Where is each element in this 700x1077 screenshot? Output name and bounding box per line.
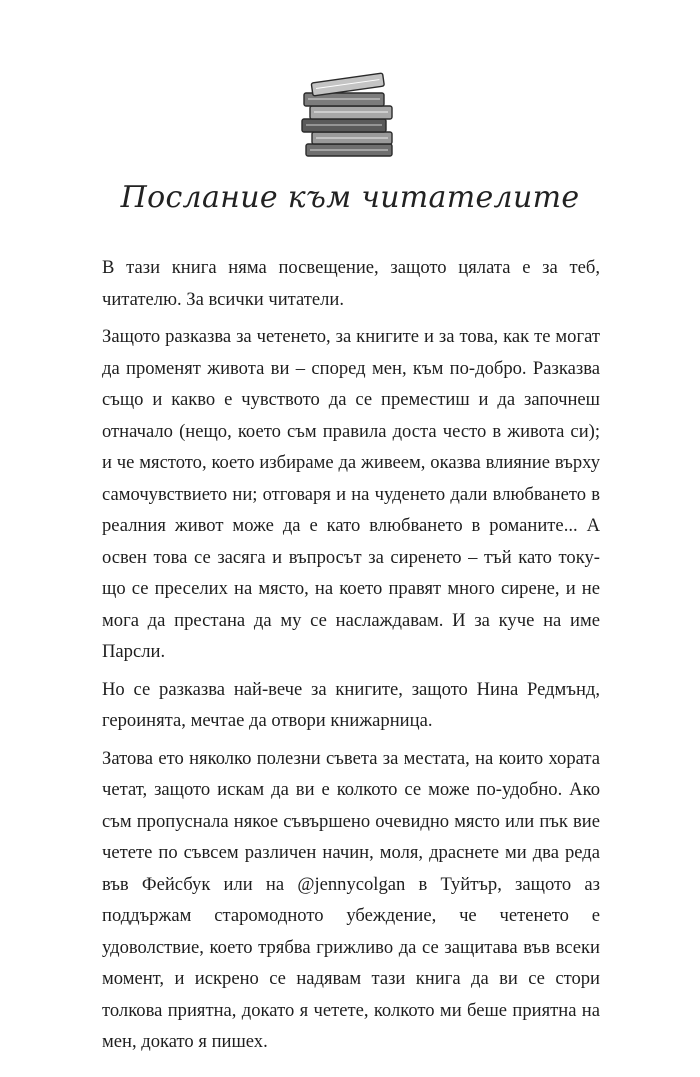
- paragraph: Но се разказва най-вече за книгите, защото Нина Редмънд, героинята, мечтае да отвори книжарница.: [102, 678, 600, 731]
- paragraph: В тази книга няма посвещение, защото цялата е за теб, читателю. За всички читатели.: [102, 257, 600, 310]
- chapter-title: Послание към читателите: [120, 180, 580, 215]
- body-text: [102, 252, 600, 1064]
- paragraph: Защото разказва за четенето, за книгите и за това, как те могат да променят живота ви – според мен, към по-добро. Разказва също и какво е чувството да се преместиш и да започнеш отначало (нещо, което съм правила доста често в живота си); и че мястото, което избираме да живеем, оказва влияние върху самочувствието ни; отговаря и на чудeнето дали влюбването в реалния живот може да е като влюбването в романите... А освен това се засяга и въпросът за сиренето – тъй като току-що се преселих на място, на което правят много сирене, и не мога да престана да му се наслаждавам. И за куче на име Парсли.: [102, 326, 600, 662]
- paragraph: Затова ето няколко полезни съвета за местата, на които хората четат, защото искам да ви е колкото се може по-удобно. Ако съм пропуснала някое съвършено очевидно място или пък вие четете по съвсем различен начин, моля, драснете ми два реда във Фейсбук или на @jennycolgan в Туйтър, защото аз поддържам старомодното убеждение, че четенето е удоволствие, което трябва грижливо да се защитава във всеки момент, и искрено се надявам тази книга да ви се стори толкова приятна, докато я четете, колкото ми беше приятна на мен, докато я пишех.: [102, 747, 600, 1052]
- stack-of-books-icon: [298, 68, 402, 164]
